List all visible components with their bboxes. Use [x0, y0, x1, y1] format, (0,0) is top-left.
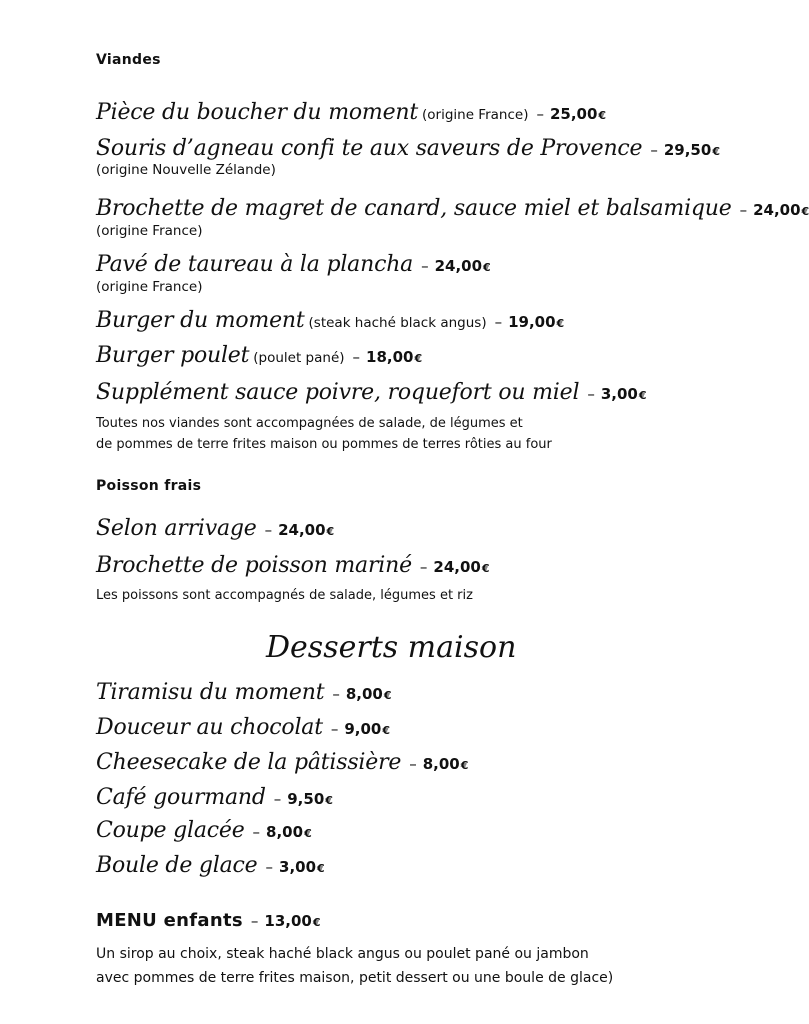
dish-name: Brochette de magret de canard, sauce miel et balsamique	[96, 196, 732, 221]
menu-enfants-header: MENU enfants – 13,00€	[96, 910, 321, 931]
description-line: Un sirop au choix, steak haché black angus ou poulet pané ou jambon	[96, 946, 589, 962]
menu-item: Boule de glace – 3,00€	[96, 853, 325, 878]
menu-item: Coupe glacée – 8,00€	[96, 818, 312, 843]
dish-name: Pavé de taureau à la plancha	[96, 252, 414, 277]
menu-item: Cheesecake de la pâtissière – 8,00€	[96, 750, 469, 775]
menu-item: Burger du moment (steak haché black angus) – 19,00€	[96, 308, 565, 333]
desserts-heading: Desserts maison	[266, 630, 517, 665]
dish-origin: (origine France)	[96, 223, 203, 239]
dish-price: 24,00	[433, 558, 481, 576]
menu-item: Souris d’agneau confi te aux saveurs de Provence – 29,50€	[96, 136, 720, 161]
dish-name: Douceur au chocolat	[96, 715, 323, 740]
menu-enfants-description	[96, 942, 613, 990]
currency-symbol: €	[304, 827, 312, 840]
dish-name: Souris d’agneau confi te aux saveurs de Provence	[96, 136, 643, 161]
menu-item: Supplément sauce poivre, roquefort ou miel – 3,00€	[96, 380, 647, 405]
dish-price: 29,50	[663, 141, 712, 159]
menu-item: Burger poulet (poulet pané) – 18,00€	[96, 343, 423, 368]
dish-name: Burger du moment	[96, 308, 305, 333]
dish-detail: (poulet pané)	[253, 350, 345, 366]
menu-item: Selon arrivage – 24,00€	[96, 516, 335, 541]
note-line: Toutes nos viandes sont accompagnées de salade, de légumes et	[96, 416, 523, 431]
dish-price: 19,00	[508, 313, 556, 331]
currency-symbol: €	[598, 109, 607, 122]
dish-price: 3,00	[279, 858, 317, 876]
dish-name: Pièce du boucher du moment	[96, 100, 418, 125]
dish-name: Café gourmand	[96, 785, 266, 810]
menu-item: Brochette de poisson mariné – 24,00€	[96, 553, 490, 578]
viandes-note	[96, 413, 552, 455]
poisson-note: Les poissons sont accompagnés de salade, légumes et riz	[96, 588, 473, 603]
currency-symbol: €	[712, 145, 720, 158]
dish-detail: (origine France)	[422, 107, 529, 123]
dish-price: 9,50	[287, 790, 325, 808]
dish-price: 18,00	[366, 348, 414, 366]
menu-item: Douceur au chocolat – 9,00€	[96, 715, 391, 740]
menu-item: Café gourmand – 9,50€	[96, 785, 333, 810]
menu-item: Pièce du boucher du moment (origine France) – 25,00€	[96, 100, 607, 125]
dish-price: 9,00	[344, 720, 382, 738]
currency-symbol: €	[382, 724, 391, 737]
dish-price: 24,00	[753, 201, 801, 219]
dish-price: 3,00	[600, 385, 638, 403]
menu-item: Brochette de magret de canard, sauce miel et balsamique – 24,00€	[96, 196, 809, 221]
currency-symbol: €	[312, 916, 321, 929]
menu-enfants-price: 13,00	[264, 912, 312, 930]
currency-symbol: €	[414, 352, 423, 365]
currency-symbol: €	[483, 261, 491, 274]
currency-symbol: €	[638, 389, 647, 402]
section-title-poisson: Poisson frais	[96, 478, 202, 494]
dish-price: 8,00	[422, 755, 460, 773]
dish-detail: (steak haché black angus)	[308, 315, 487, 331]
currency-symbol: €	[481, 562, 490, 575]
dish-price: 24,00	[434, 257, 483, 275]
menu-item: Pavé de taureau à la plancha – 24,00€	[96, 252, 491, 277]
dish-price: 24,00	[278, 521, 326, 539]
currency-symbol: €	[326, 525, 335, 538]
section-title-viandes: Viandes	[96, 52, 161, 68]
dish-name: Coupe glacée	[96, 818, 245, 843]
dish-price: 25,00	[549, 105, 598, 123]
description-line: avec pommes de terre frites maison, petit dessert ou une boule de glace)	[96, 970, 614, 986]
currency-symbol: €	[801, 205, 809, 218]
currency-symbol: €	[556, 317, 565, 330]
dish-name: Tiramisu du moment	[96, 680, 325, 705]
dish-name: Cheesecake de la pâtissière	[96, 750, 402, 775]
dish-name: Brochette de poisson mariné	[96, 553, 412, 578]
dish-origin: (origine France)	[96, 279, 203, 295]
currency-symbol: €	[317, 862, 325, 875]
currency-symbol: €	[460, 759, 469, 772]
dish-price: 8,00	[345, 685, 383, 703]
menu-enfants-title: MENU enfants	[96, 910, 243, 931]
currency-symbol: €	[383, 689, 392, 702]
dish-name: Supplément sauce poivre, roquefort ou miel	[96, 380, 580, 405]
dish-name: Boule de glace	[96, 853, 258, 878]
dish-origin: (origine Nouvelle Zélande)	[96, 162, 276, 178]
dish-name: Burger poulet	[96, 343, 250, 368]
dish-name: Selon arrivage	[96, 516, 257, 541]
note-line: de pommes de terre frites maison ou pommes de terres rôties au four	[96, 437, 552, 452]
menu-item: Tiramisu du moment – 8,00€	[96, 680, 392, 705]
currency-symbol: €	[325, 794, 333, 807]
dish-price: 8,00	[266, 823, 304, 841]
